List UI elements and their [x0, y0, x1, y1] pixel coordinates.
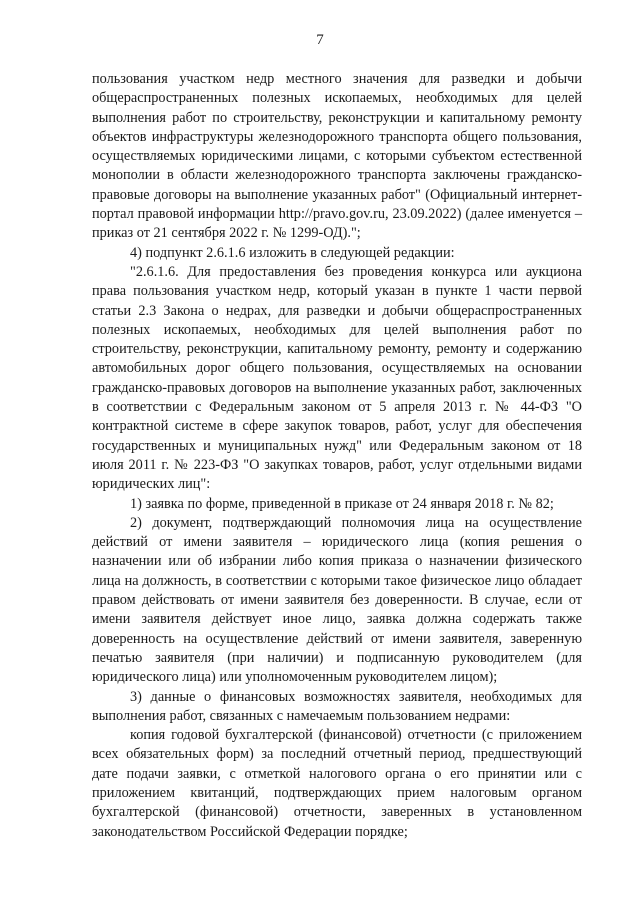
list-item-3: 3) данные о финансовых возможностях заявителя, необходимых для выполнения работ, связанных с намечаемым пользованием недрами: [92, 688, 582, 724]
paragraph-financial-statements: копия годовой бухгалтерской (финансовой) отчетности (с приложением всех обязательных форм) за последний отчетный период, предшествующий дате подачи заявки, с отметкой налогового органа о его принятии или с приложением квитанций, подтверждающих прием налоговым органом бухгалтерской (финансовой) отчетности, заверенных в установленном законодательством Российской Федерации порядке; [92, 727, 582, 840]
paragraph-item-4: 4) подпункт 2.6.1.6 изложить в следующей редакции: [130, 244, 455, 261]
paragraph-2-6-1-6: "2.6.1.6. Для предоставления без проведения конкурса или аукциона права пользования участком недр, который указан в пункте 1 части первой статьи 2.3 Закона о недрах, для разведки и добычи общераспространенных полезных ископаемых, необходимых для целей выполнения работ по строительству, реконструкции, капитальному ремонту, ремонту и содержанию автомобильных дорог общего пользования, осуществляемых на основании гражданско-правовых договоров на выполнение указанных работ, заключенных в соответствии с Федеральным законом от 5 апреля 2013 г. № 44-ФЗ "О контрактной системе в сфере закупок товаров, работ, услуг для обеспечения государственных и муниципальных нужд" или Федеральным законом от 18 июля 2011 г. № 223-ФЗ "О закупках товаров, работ, услуг отдельными видами юридических лиц": [92, 263, 582, 493]
paragraph-continuation: пользования участком недр местного значения для разведки и добычи общераспространенных полезных ископаемых, необходимых для целей выполнения работ по строительству, реконструкции и капитальному ремонту объектов инфраструктуры железнодорожного транспорта общего пользования, осуществляемых юридическими лицами, с которыми субъектом естественной монополии в области железнодорожного транспорта заключены гражданско-правовые договоры на выполнение указанных работ" (Официальный интернет-портал правовой информации http://pravo.gov.ru, 23.09.2022) (далее именуется – приказ от 21 сентября 2022 г. № 1299-ОД)."; [92, 71, 582, 242]
page-number: 7 [316, 32, 324, 48]
list-item-2: 2) документ, подтверждающий полномочия лица на осуществление действий от имени заявителя – юридического лица (копия решения о назначении или об избрании либо копия приказа о назначении физического лица на должность, в соответствии с которыми такое физическое лицо обладает правом действовать от имени заявителя без доверенности. В случае, если от имени заявителя действует иное лицо, заявка должна содержать также доверенность на осуществление действий от имени заявителя, заверенную печатью заявителя (при наличии) и подписанную руководителем (для юридического лица) или уполномоченным руководителем лицом); [92, 514, 582, 686]
document-body [92, 70, 582, 842]
list-item-1: 1) заявка по форме, приведенной в приказе от 24 января 2018 г. № 82; [130, 495, 554, 512]
